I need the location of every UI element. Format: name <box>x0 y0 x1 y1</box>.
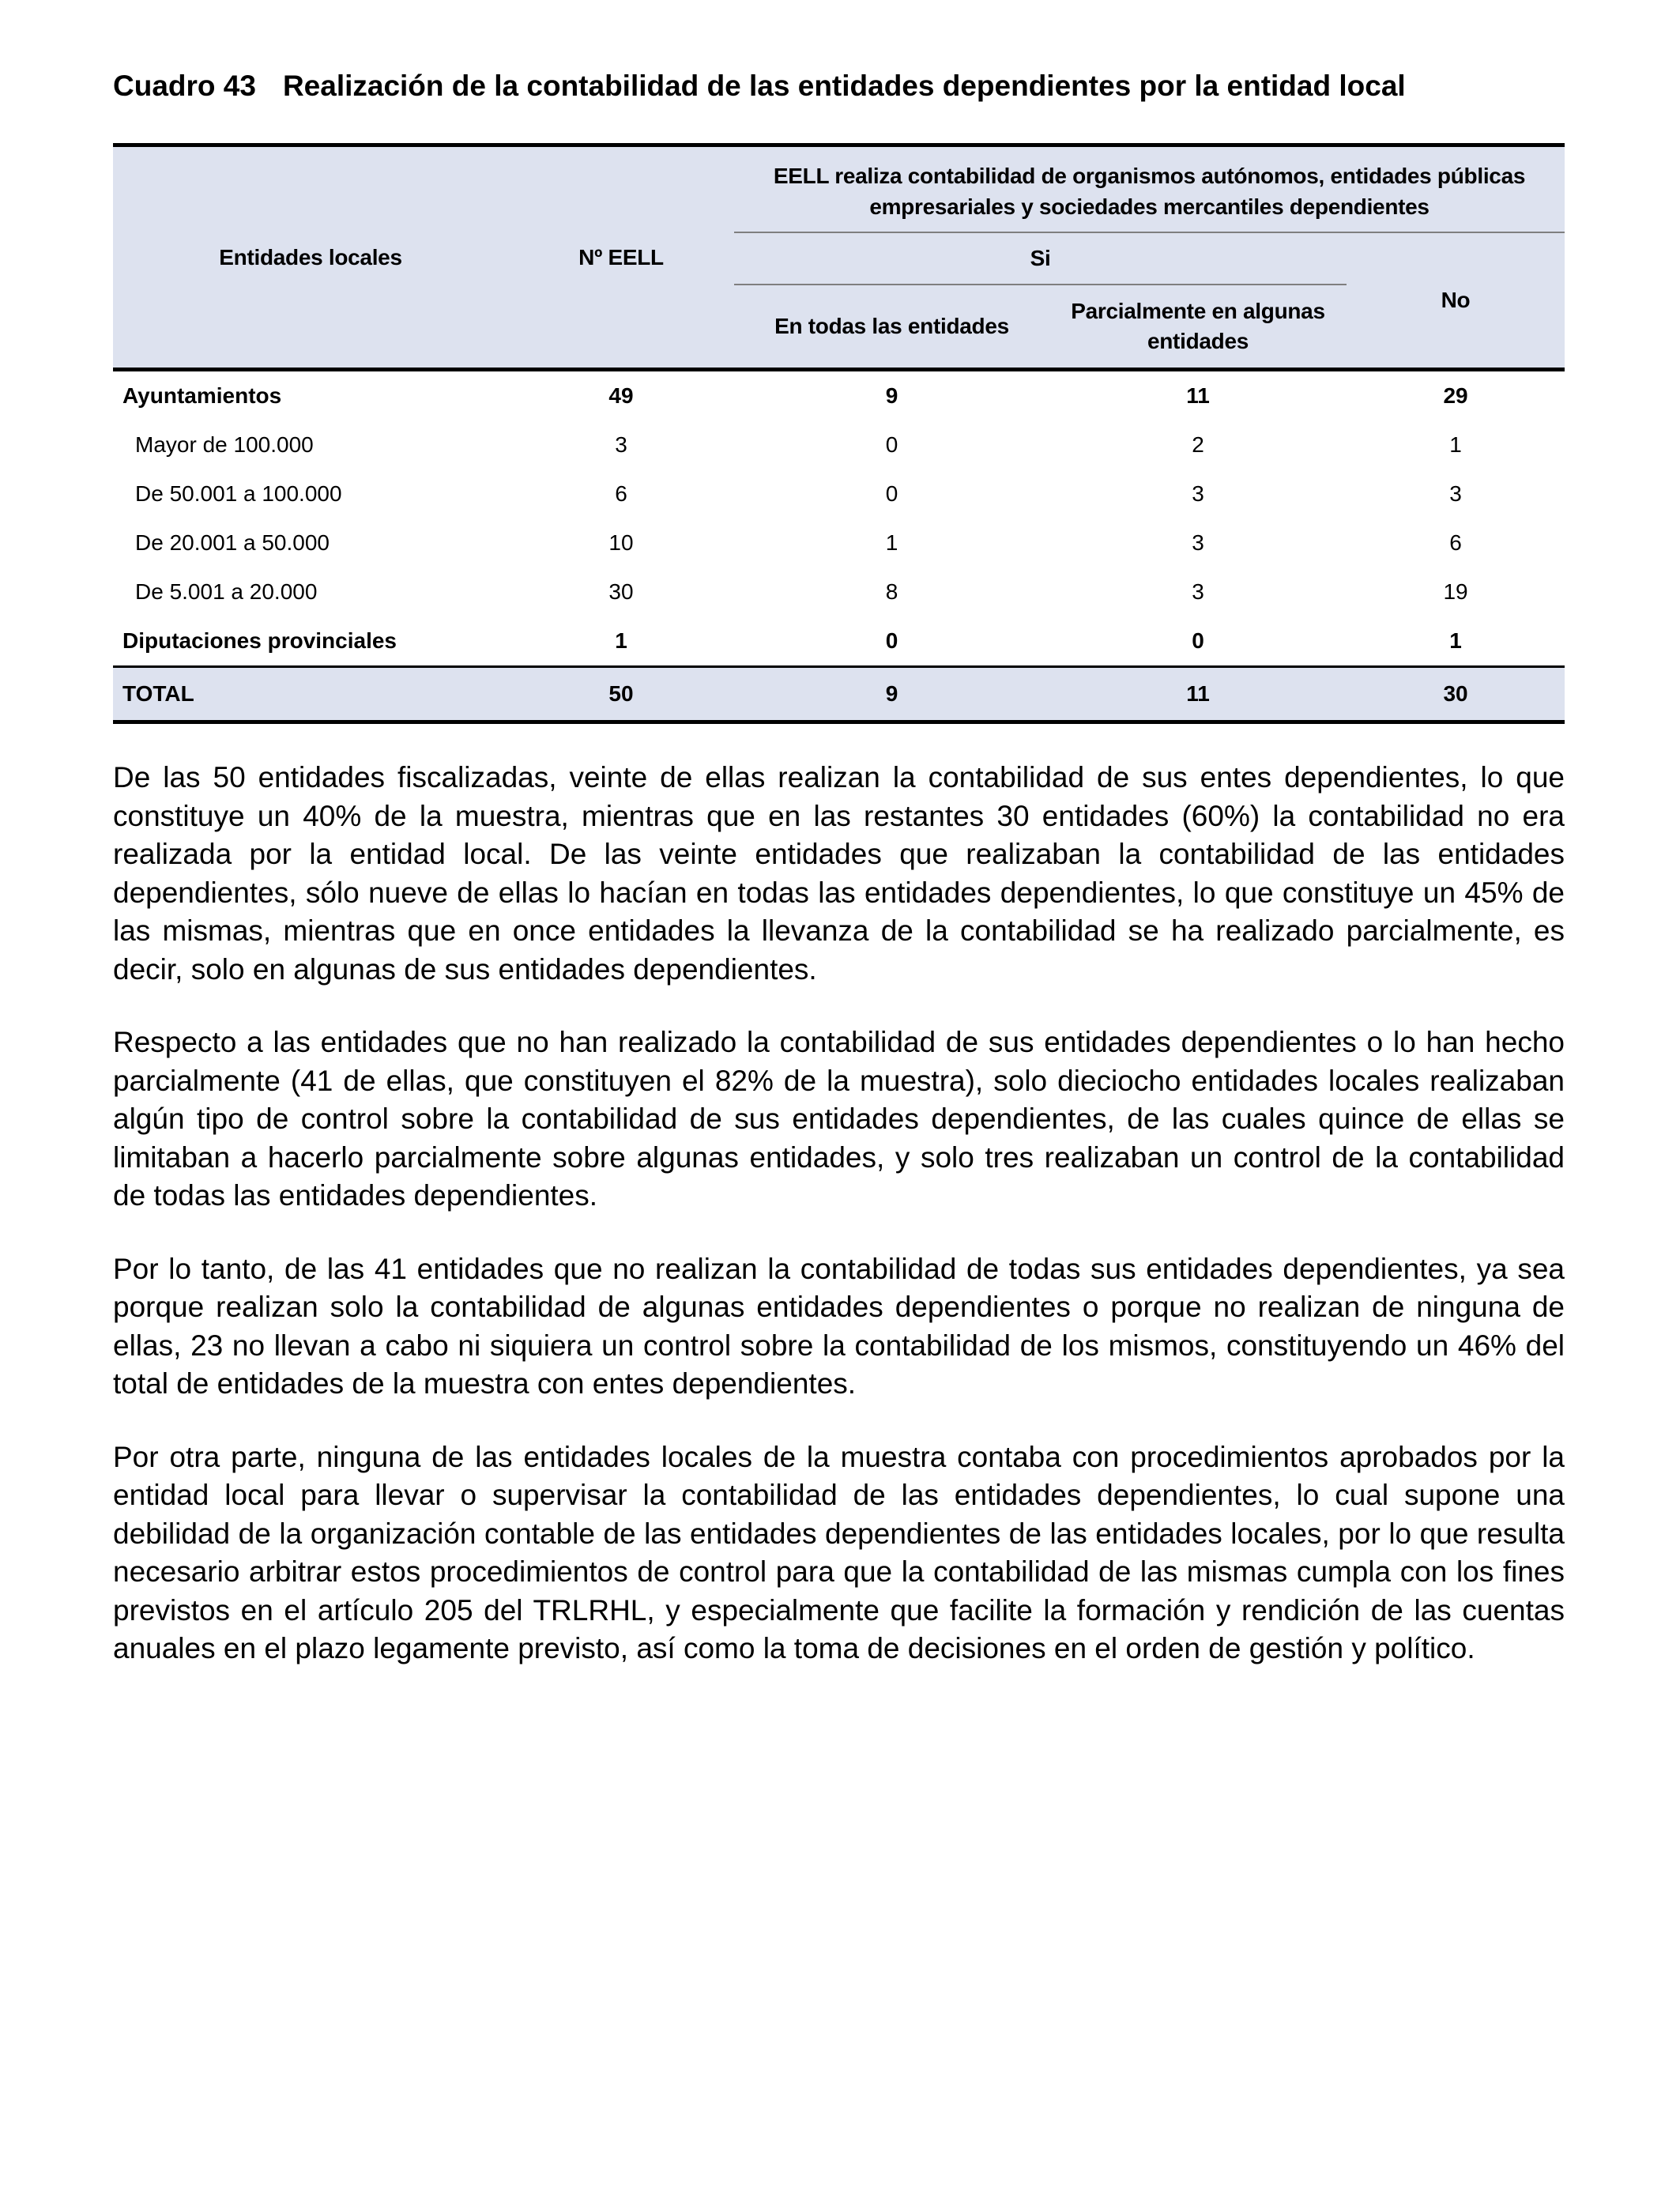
header-no: No <box>1347 232 1565 370</box>
cell-no: 1 <box>1449 432 1462 457</box>
cell-en-todas: 0 <box>885 628 898 653</box>
total-n-eell: 50 <box>508 667 734 722</box>
total-row <box>113 667 1565 722</box>
cell-parcialmente: 2 <box>1192 432 1204 457</box>
total-label: TOTAL <box>113 667 508 722</box>
table-row <box>113 469 1565 518</box>
cell-en-todas: 9 <box>885 383 898 408</box>
table-row <box>113 567 1565 616</box>
cell-parcialmente: 0 <box>1192 628 1204 653</box>
cell-no: 1 <box>1449 628 1462 653</box>
row-label: Ayuntamientos <box>122 383 282 408</box>
table-row <box>113 518 1565 567</box>
table-row <box>113 616 1565 667</box>
paragraph: Por lo tanto, de las 41 entidades que no realizan la contabilidad de todas sus entidades dependientes, ya sea porque realizan solo la contabilidad de algunas entidades dependientes o porque no realizan de ninguna de ellas, 23 no llevan a cabo ni siquiera un control sobre la contabilidad de los mismos, constituyendo un 46% del total de entidades de la muestra con entes dependientes. <box>113 1252 1565 1400</box>
caption-text: Realización de la contabilidad de las entidades dependientes por la entidad local <box>282 70 1406 102</box>
cell-parcialmente: 3 <box>1192 481 1204 506</box>
cell-en-todas: 1 <box>885 530 898 555</box>
cell-no: 3 <box>1449 481 1462 506</box>
cell-n-eell: 3 <box>615 432 627 457</box>
paragraph: Respecto a las entidades que no han realizado la contabilidad de sus entidades dependientes o lo han hecho parcialmente (41 de ellas, que constituyen el 82% de la muestra), solo dieciocho entidades locales realizaban algún tipo de control sobre la contabilidad de sus entidades dependientes, de las cuales quince de ellas se limitaban a hacerlo parcialmente sobre algunas entidades, y solo tres realizaban un control de la contabilidad de todas las entidades dependientes. <box>113 1026 1565 1212</box>
cell-n-eell: 6 <box>615 481 627 506</box>
cell-n-eell: 49 <box>608 383 634 408</box>
table-row <box>113 420 1565 469</box>
row-label: De 20.001 a 50.000 <box>135 530 330 555</box>
paragraph: De las 50 entidades fiscalizadas, veinte de ellas realizan la contabilidad de sus entes dependientes, lo que constituye un 40% de la muestra, mientras que en las restantes 30 entidades (60%) la contabilidad no era realizada por la entidad local. De las veinte entidades que realizaban la contabilidad de las entidades dependientes, sólo nueve de ellas lo hacían en todas las entidades dependientes, lo que constituye un 45% de las mismas, mientras que en once entidades la llevanza de la contabilidad se ha realizado parcialmente, es decir, solo en algunas de sus entidades dependientes. <box>113 761 1565 986</box>
header-entidades-locales: Entidades locales <box>113 145 508 370</box>
header-n-eell: Nº EELL <box>508 145 734 370</box>
header-en-todas: En todas las entidades <box>734 285 1049 370</box>
table-row <box>113 370 1565 421</box>
total-no: 30 <box>1347 667 1565 722</box>
cell-en-todas: 0 <box>885 481 898 506</box>
cell-en-todas: 0 <box>885 432 898 457</box>
header-si: Si <box>734 232 1347 285</box>
data-table <box>113 143 1565 724</box>
total-en-todas: 9 <box>734 667 1049 722</box>
cell-no: 19 <box>1443 579 1468 604</box>
cell-no: 6 <box>1449 530 1462 555</box>
row-label: De 50.001 a 100.000 <box>135 481 342 506</box>
total-parcialmente: 11 <box>1049 667 1347 722</box>
table-caption <box>113 70 1565 103</box>
paragraph: Por otra parte, ninguna de las entidades locales de la muestra contaba con procedimientos aprobados por la entidad local para llevar o supervisar la contabilidad de las entidades dependientes, lo cual supone una debilidad de la organización contable de las entidades dependientes de las entidades locales, por lo que resulta necesario arbitrar estos procedimientos de control para que la contabilidad de las mismas cumpla con los fines previstos en el artículo 205 del TRLRHL, y especialmente que facilite la formación y rendición de las cuentas anuales en el plazo legamente previsto, así como la toma de decisiones en el orden de gestión y político. <box>113 1440 1565 1664</box>
row-label: De 5.001 a 20.000 <box>135 579 318 604</box>
cell-parcialmente: 3 <box>1192 579 1204 604</box>
row-label: Diputaciones provinciales <box>122 628 397 653</box>
cell-n-eell: 1 <box>615 628 627 653</box>
table-body <box>113 370 1565 722</box>
row-label: Mayor de 100.000 <box>135 432 314 457</box>
cell-parcialmente: 11 <box>1186 383 1210 408</box>
cell-n-eell: 10 <box>608 530 634 555</box>
cell-parcialmente: 3 <box>1192 530 1204 555</box>
header-group-eell-realiza: EELL realiza contabilidad de organismos autónomos, entidades públicas empresariales y sociedades mercantiles dependientes <box>734 145 1565 233</box>
caption-number: Cuadro 43 <box>113 70 256 102</box>
cell-no: 29 <box>1443 383 1468 408</box>
table-header <box>113 145 1565 370</box>
cell-en-todas: 8 <box>885 579 898 604</box>
cell-n-eell: 30 <box>608 579 634 604</box>
header-parcialmente: Parcialmente en algunas entidades <box>1049 285 1347 370</box>
body-text <box>113 759 1565 1703</box>
